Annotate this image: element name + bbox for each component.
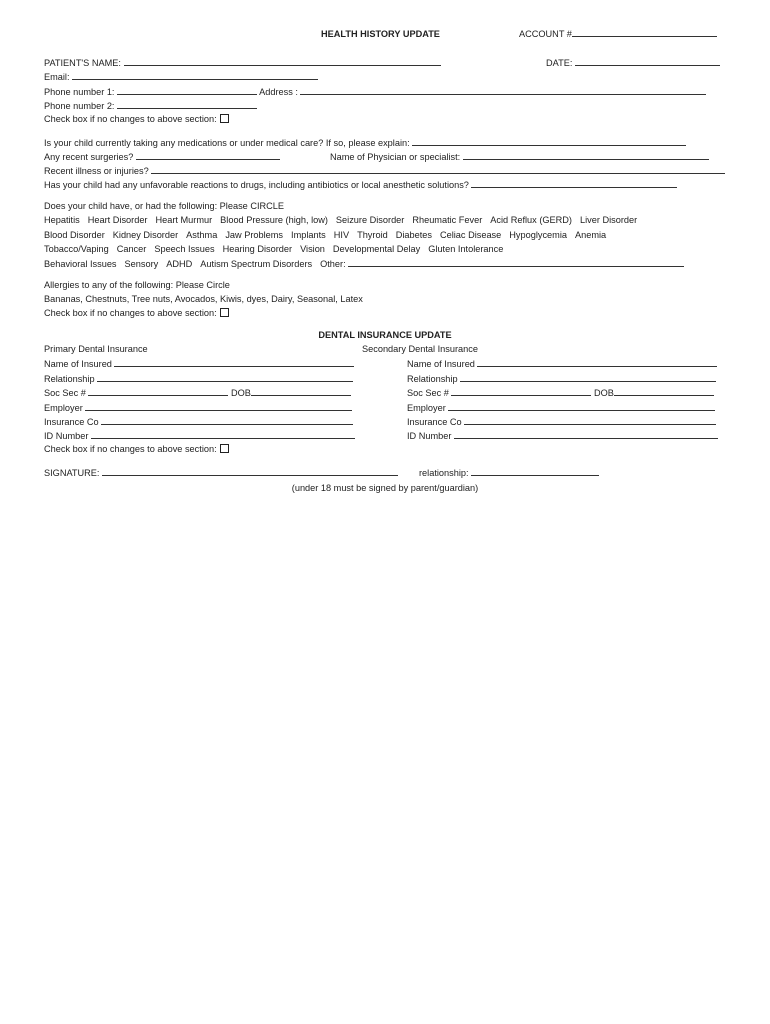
condition-option[interactable]: Seizure Disorder <box>335 215 405 225</box>
condition-option[interactable]: Liver Disorder <box>579 215 638 225</box>
condition-option[interactable]: Hearing Disorder <box>222 244 293 254</box>
secondary-company-field[interactable] <box>464 415 716 425</box>
phone1-address-row <box>44 85 706 98</box>
primary-company-row <box>44 415 353 428</box>
patient-no-changes-label: Check box if no changes to above section: <box>44 114 217 124</box>
medications-row <box>44 136 686 149</box>
primary-relationship-row <box>44 372 353 385</box>
primary-company-label: Insurance Co <box>44 417 99 427</box>
signature-row <box>44 466 398 479</box>
insurance-no-changes-checkbox[interactable] <box>220 444 229 453</box>
condition-option[interactable]: Gluten Intolerance <box>428 244 504 254</box>
date-label: DATE: <box>546 58 573 68</box>
email-row <box>44 70 318 83</box>
secondary-id-field[interactable] <box>454 429 718 439</box>
condition-option[interactable]: Hepatitis <box>44 215 80 225</box>
physician-row <box>330 150 709 163</box>
primary-dob-field[interactable] <box>251 386 351 396</box>
condition-option[interactable]: Behavioral Issues <box>44 259 117 269</box>
condition-option[interactable]: Thyroid <box>357 230 388 240</box>
signature-note: (under 18 must be signed by parent/guardian) <box>291 483 479 493</box>
patient-no-changes-row <box>44 113 229 125</box>
conditions-row-3 <box>44 243 503 255</box>
allergies-no-changes-checkbox[interactable] <box>220 308 229 317</box>
primary-id-row <box>44 429 355 442</box>
condition-option[interactable]: Autism Spectrum Disorders <box>200 259 313 269</box>
condition-option[interactable]: Rheumatic Fever <box>412 215 483 225</box>
phone2-label: Phone number 2: <box>44 101 115 111</box>
conditions-row-4 <box>44 257 684 270</box>
physician-label: Name of Physician or specialist: <box>330 152 461 162</box>
condition-option[interactable]: Kidney Disorder <box>112 230 179 240</box>
allergies-no-changes-label: Check box if no changes to above section: <box>44 308 217 318</box>
condition-option[interactable]: Hypoglycemia <box>509 230 567 240</box>
secondary-dob-field[interactable] <box>614 386 714 396</box>
phone2-field[interactable] <box>117 99 257 109</box>
primary-employer-field[interactable] <box>85 401 352 411</box>
insurance-no-changes-row <box>44 443 229 455</box>
phone1-field[interactable] <box>117 85 257 95</box>
primary-ssn-field[interactable] <box>88 386 228 396</box>
primary-dob-label: DOB <box>231 388 251 398</box>
primary-insurance-heading: Primary Dental Insurance <box>44 344 148 354</box>
secondary-ssn-row <box>407 386 714 399</box>
secondary-employer-row <box>407 401 715 414</box>
primary-insured-field[interactable] <box>114 357 354 367</box>
other-label: Other: <box>320 259 346 269</box>
physician-field[interactable] <box>463 150 709 160</box>
conditions-intro: Does your child have, or had the following: Please CIRCLE <box>44 201 285 211</box>
condition-option[interactable]: Implants <box>291 230 326 240</box>
allergies-intro: Allergies to any of the following: Please Circle <box>44 280 230 290</box>
surgeries-field[interactable] <box>136 150 280 160</box>
condition-option[interactable]: Asthma <box>186 230 218 240</box>
primary-ssn-row <box>44 386 351 399</box>
date-field[interactable] <box>575 56 720 66</box>
insurance-title: DENTAL INSURANCE UPDATE <box>318 330 452 340</box>
reactions-field[interactable] <box>471 178 677 188</box>
condition-option[interactable]: Heart Murmur <box>155 215 213 225</box>
condition-option[interactable]: Tobacco/Vaping <box>44 244 109 254</box>
email-field[interactable] <box>72 70 318 80</box>
surgeries-row <box>44 150 280 163</box>
form-title: HEALTH HISTORY UPDATE <box>321 29 440 39</box>
phone1-label: Phone number 1: <box>44 87 115 97</box>
patient-name-field[interactable] <box>124 56 441 66</box>
condition-option[interactable]: Speech Issues <box>154 244 215 254</box>
patient-no-changes-checkbox[interactable] <box>220 114 229 123</box>
secondary-ssn-field[interactable] <box>451 386 591 396</box>
secondary-employer-label: Employer <box>407 403 446 413</box>
signature-relationship-label: relationship: <box>419 468 469 478</box>
illness-row <box>44 164 725 177</box>
illness-field[interactable] <box>151 164 725 174</box>
secondary-employer-field[interactable] <box>448 401 715 411</box>
primary-id-field[interactable] <box>91 429 355 439</box>
signature-relationship-row <box>419 466 599 479</box>
condition-option[interactable]: Heart Disorder <box>87 215 148 225</box>
primary-employer-row <box>44 401 352 414</box>
primary-ssn-label: Soc Sec # <box>44 388 86 398</box>
reactions-label: Has your child had any unfavorable reactions to drugs, including antibiotics or local anesthetic solutions? <box>44 180 469 190</box>
secondary-dob-label: DOB <box>594 388 614 398</box>
surgeries-label: Any recent surgeries? <box>44 152 134 162</box>
secondary-relationship-row <box>407 372 716 385</box>
secondary-insurance-heading: Secondary Dental Insurance <box>362 344 478 354</box>
medications-field[interactable] <box>412 136 686 146</box>
condition-option[interactable]: Celiac Disease <box>439 230 502 240</box>
allergies-no-changes-row <box>44 307 229 319</box>
signature-label: SIGNATURE: <box>44 468 100 478</box>
primary-relationship-field[interactable] <box>97 372 353 382</box>
primary-insured-label: Name of Insured <box>44 359 112 369</box>
condition-option[interactable]: Acid Reflux (GERD) <box>490 215 572 225</box>
condition-option[interactable]: Cancer <box>116 244 147 254</box>
secondary-id-row <box>407 429 718 442</box>
conditions-row-1 <box>44 214 637 226</box>
account-field[interactable] <box>572 27 717 37</box>
condition-option[interactable]: HIV <box>333 230 350 240</box>
primary-id-label: ID Number <box>44 431 89 441</box>
phone2-row <box>44 99 257 112</box>
primary-employer-label: Employer <box>44 403 83 413</box>
patient-name-row <box>44 56 441 69</box>
illness-label: Recent illness or injuries? <box>44 166 149 176</box>
condition-option[interactable]: Blood Disorder <box>44 230 105 240</box>
condition-option[interactable]: Sensory <box>124 259 159 269</box>
reactions-row <box>44 178 677 191</box>
secondary-insured-row <box>407 357 717 370</box>
account-label: ACCOUNT # <box>519 29 572 39</box>
other-field[interactable] <box>348 257 684 267</box>
date-row <box>546 56 720 69</box>
secondary-company-row <box>407 415 716 428</box>
primary-relationship-label: Relationship <box>44 374 95 384</box>
insurance-no-changes-label: Check box if no changes to above section: <box>44 444 217 454</box>
condition-option[interactable]: Vision <box>300 244 325 254</box>
condition-option[interactable]: Diabetes <box>395 230 432 240</box>
condition-option[interactable]: Jaw Problems <box>225 230 284 240</box>
condition-option[interactable]: Anemia <box>574 230 607 240</box>
secondary-insured-label: Name of Insured <box>407 359 475 369</box>
secondary-insured-field[interactable] <box>477 357 717 367</box>
address-field[interactable] <box>300 85 706 95</box>
primary-insured-row <box>44 357 354 370</box>
condition-option[interactable]: ADHD <box>166 259 193 269</box>
condition-option[interactable]: Blood Pressure (high, low) <box>220 215 328 225</box>
medications-label: Is your child currently taking any medications or under medical care? If so, please explain: <box>44 138 410 148</box>
secondary-company-label: Insurance Co <box>407 417 462 427</box>
primary-company-field[interactable] <box>101 415 353 425</box>
allergies-list[interactable]: Bananas, Chestnuts, Tree nuts, Avocados, Kiwis, dyes, Dairy, Seasonal, Latex <box>44 294 363 304</box>
secondary-relationship-label: Relationship <box>407 374 458 384</box>
condition-option[interactable]: Developmental Delay <box>332 244 421 254</box>
conditions-row-2 <box>44 229 606 241</box>
secondary-ssn-label: Soc Sec # <box>407 388 449 398</box>
email-label: Email: <box>44 72 70 82</box>
address-label: Address : <box>259 87 298 97</box>
signature-relationship-field[interactable] <box>471 466 599 476</box>
signature-field[interactable] <box>102 466 398 476</box>
secondary-id-label: ID Number <box>407 431 452 441</box>
account-row <box>519 27 717 40</box>
patient-name-label: PATIENT'S NAME: <box>44 58 121 68</box>
secondary-relationship-field[interactable] <box>460 372 716 382</box>
